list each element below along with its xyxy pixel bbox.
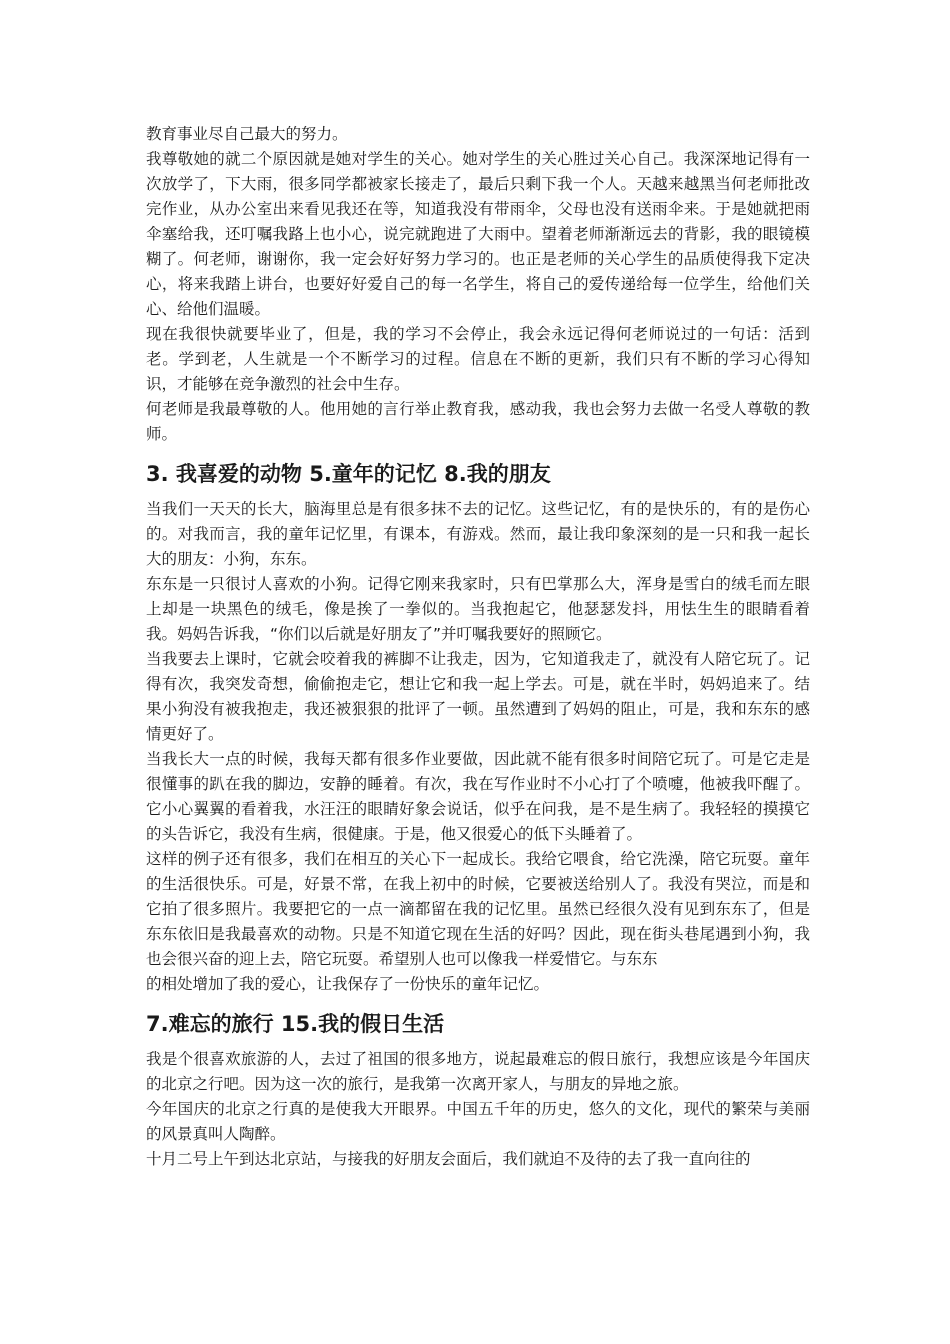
paragraph: 我是个很喜欢旅游的人，去过了祖国的很多地方，说起最难忘的假日旅行，我想应该是今年国庆的北京之行吧。因为这一次的旅行，是我第一次离开家人，与朋友的异地之旅。 (146, 1050, 810, 1093)
paragraph: 当我要去上课时，它就会咬着我的裤脚不让我走，因为，它知道我走了，就没有人陪它玩了。记得有次，我突发奇想，偷偷抱走它，想让它和我一起上学去。可是，就在半时，妈妈追来了。结果小狗没有被我抱走，我还被狠狠的批评了一顿。虽然遭到了妈妈的阻止，可是，我和东东的感情更好了。 (146, 650, 810, 743)
paragraph: 的相处增加了我的爱心，让我保存了一份快乐的童年记忆。 (146, 975, 550, 993)
paragraph: 十月二号上午到达北京站，与接我的好朋友会面后，我们就迫不及待的去了我一直向往的 (146, 1150, 751, 1168)
paragraph: 这样的例子还有很多，我们在相互的关心下一起成长。我给它喂食，给它洗澡，陪它玩耍。童年的生活很快乐。可是，好景不常，在我上初中的时候，它要被送给别人了。我没有哭泣，而是和它拍了很多照片。我要把它的一点一滴都留在我的记忆里。虽然已经很久没有见到东东了，但是东东依旧是我最喜欢的动物。只是不知道它现在生活的好吗？因此，现在街头巷尾遇到小狗，我也会很兴奋的迎上去，陪它玩耍。希望别人也可以像我一样爱惜它。与东东 (146, 850, 810, 968)
paragraph: 现在我很快就要毕业了，但是，我的学习不会停止，我会永远记得何老师说过的一句话：活到老。学到老，人生就是一个不断学习的过程。信息在不断的更新，我们只有不断的学习心得知识，才能够在竞争激烈的社会中生存。 (146, 325, 810, 393)
paragraph: 今年国庆的北京之行真的是使我大开眼界。中国五千年的历史，悠久的文化，现代的繁荣与美丽的风景真叫人陶醉。 (146, 1100, 810, 1143)
paragraph: 教育事业尽自己最大的努力。 (146, 125, 348, 143)
section-heading: 7.难忘的旅行 15.我的假日生活 (146, 1012, 445, 1036)
paragraph: 当我长大一点的时候，我每天都有很多作业要做，因此就不能有很多时间陪它玩了。可是它走是很懂事的趴在我的脚边，安静的睡着。有次，我在写作业时不小心打了个喷嚏，他被我吓醒了。它小心翼翼的看着我，水汪汪的眼睛好象会说话，似乎在问我，是不是生病了。我轻轻的摸摸它的头告诉它，我没有生病，很健康。于是，他又很爱心的低下头睡着了。 (146, 750, 810, 843)
section-teacher (146, 122, 810, 447)
section-travel (146, 1009, 810, 1172)
section-heading: 3. 我喜爱的动物 5.童年的记忆 8.我的朋友 (146, 462, 551, 486)
paragraph: 我尊敬她的就二个原因就是她对学生的关心。她对学生的关心胜过关心自己。我深深地记得有一次放学了，下大雨，很多同学都被家长接走了，最后只剩下我一个人。天越来越黑当何老师批改完作业，从办公室出来看见我还在等，知道我没有带雨伞，父母也没有送雨伞来。于是她就把雨伞塞给我，还叮嘱我路上也小心，说完就跑进了大雨中。望着老师渐渐远去的背影，我的眼镜模糊了。何老师，谢谢你，我一定会好好努力学习的。也正是老师的关心学生的品质使得我下定决心，将来我踏上讲台，也要好好爱自己的每一名学生，将自己的爱传递给每一位学生，给他们关心、给他们温暖。 (146, 150, 810, 318)
document-page (146, 122, 810, 1172)
paragraph: 何老师是我最尊敬的人。他用她的言行举止教育我，感动我，我也会努力去做一名受人尊敬的教师。 (146, 400, 810, 443)
paragraph: 当我们一天天的长大，脑海里总是有很多抹不去的记忆。这些记忆，有的是快乐的，有的是伤心的。对我而言，我的童年记忆里，有课本，有游戏。然而，最让我印象深刻的是一只和我一起长大的朋友：小狗，东东。 (146, 500, 810, 568)
paragraph: 东东是一只很讨人喜欢的小狗。记得它刚来我家时，只有巴掌那么大，浑身是雪白的绒毛而左眼上却是一块黑色的绒毛，像是挨了一拳似的。当我抱起它，他瑟瑟发抖，用怯生生的眼睛看着我。妈妈告诉我，“你们以后就是好朋友了”并叮嘱我要好的照顾它。 (146, 575, 810, 643)
section-animal (146, 459, 810, 997)
